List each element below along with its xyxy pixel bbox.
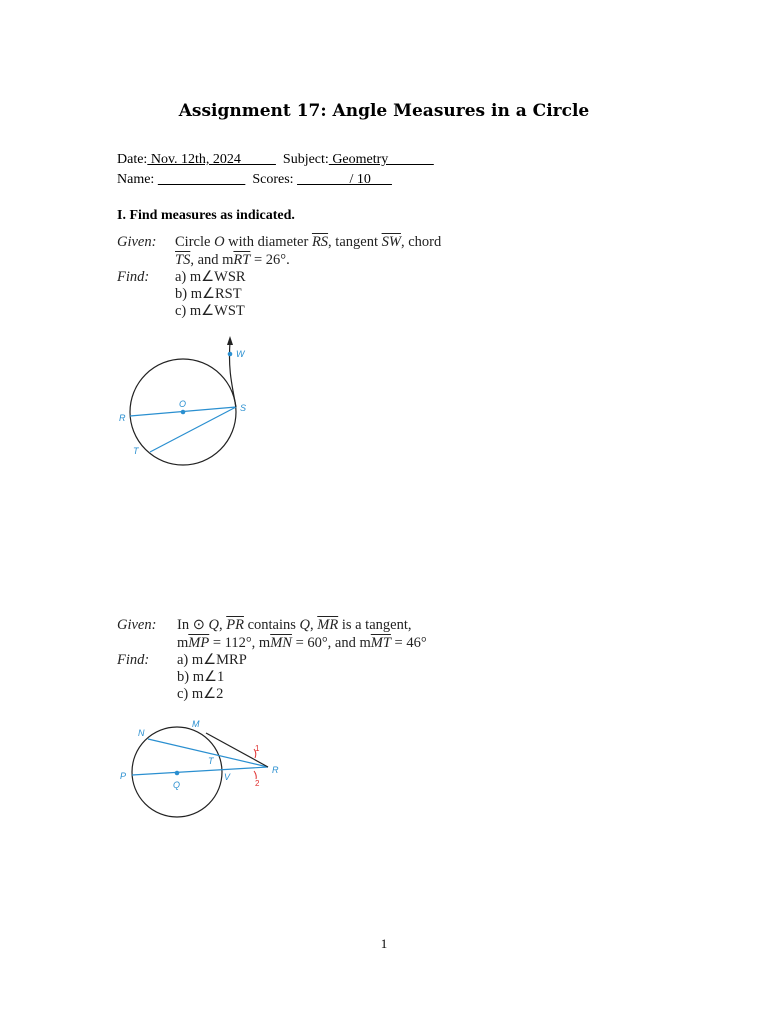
p1-given-label: Given: [117, 234, 157, 250]
label-angle-1: 1 [255, 744, 260, 753]
p2-find-a: a) m∠MRP [177, 652, 247, 668]
point-q [175, 771, 180, 776]
label-s: S [240, 403, 247, 413]
label-m: M [192, 719, 200, 729]
subject-label: Subject: [282, 152, 329, 167]
label-p: P [120, 771, 127, 781]
name-label: Name: [117, 172, 155, 187]
angle-2-arc [254, 771, 256, 779]
label-n: N [138, 728, 145, 738]
secant-pr [132, 767, 268, 775]
p2-find-c: c) m∠2 [177, 686, 224, 702]
subject-value: Geometry [328, 152, 434, 167]
scores-value: / 10 [297, 172, 392, 187]
p2-given-line-2: $m\overline{MP} = 112^\circ$, $m\overline{MN} = 60^\circ$, and $m\overline{MT} = 46^\circ$ [177, 635, 427, 651]
date-label: Date: [117, 152, 148, 167]
label-q: Q [173, 780, 181, 790]
p1-given-line-2: $\overline{TS}$, and $m\overline{RT} = 26^\circ$. [175, 252, 290, 268]
scores-label: Scores: [252, 172, 294, 187]
section-heading: I. Find measures as indicated. [117, 208, 295, 223]
date-value: Nov. 12th, 2024 [147, 152, 276, 167]
label-t2: T [208, 756, 214, 766]
p2-given-line-1: In ⊙ Q, $\overline{PR}$ contains Q, $\overline{MR}$ is a tangent, [177, 617, 412, 633]
p2-find-label: Find: [117, 652, 150, 668]
p1-given-line-1: Circle O with diameter $\overline{RS}$, tangent $\overline{SW}$, chord [175, 234, 442, 250]
p1-find-label: Find: [117, 269, 150, 285]
page-number: 1 [380, 936, 388, 951]
p2-find-b: b) m∠1 [177, 669, 225, 685]
label-r2: R [272, 765, 279, 775]
label-t: T [133, 446, 139, 456]
label-o: O [179, 399, 187, 409]
p1-find-b: b) m∠RST [175, 286, 242, 302]
label-v: V [224, 772, 231, 782]
page-title: Assignment 17: Angle Measures in a Circle [178, 101, 590, 121]
p1-find-a: a) m∠WSR [175, 269, 246, 285]
label-angle-2: 2 [255, 779, 260, 788]
p2-given-label: Given: [117, 617, 157, 633]
label-r: R [119, 413, 126, 423]
label-w: W [236, 349, 245, 359]
p1-find-c: c) m∠WST [175, 303, 245, 319]
